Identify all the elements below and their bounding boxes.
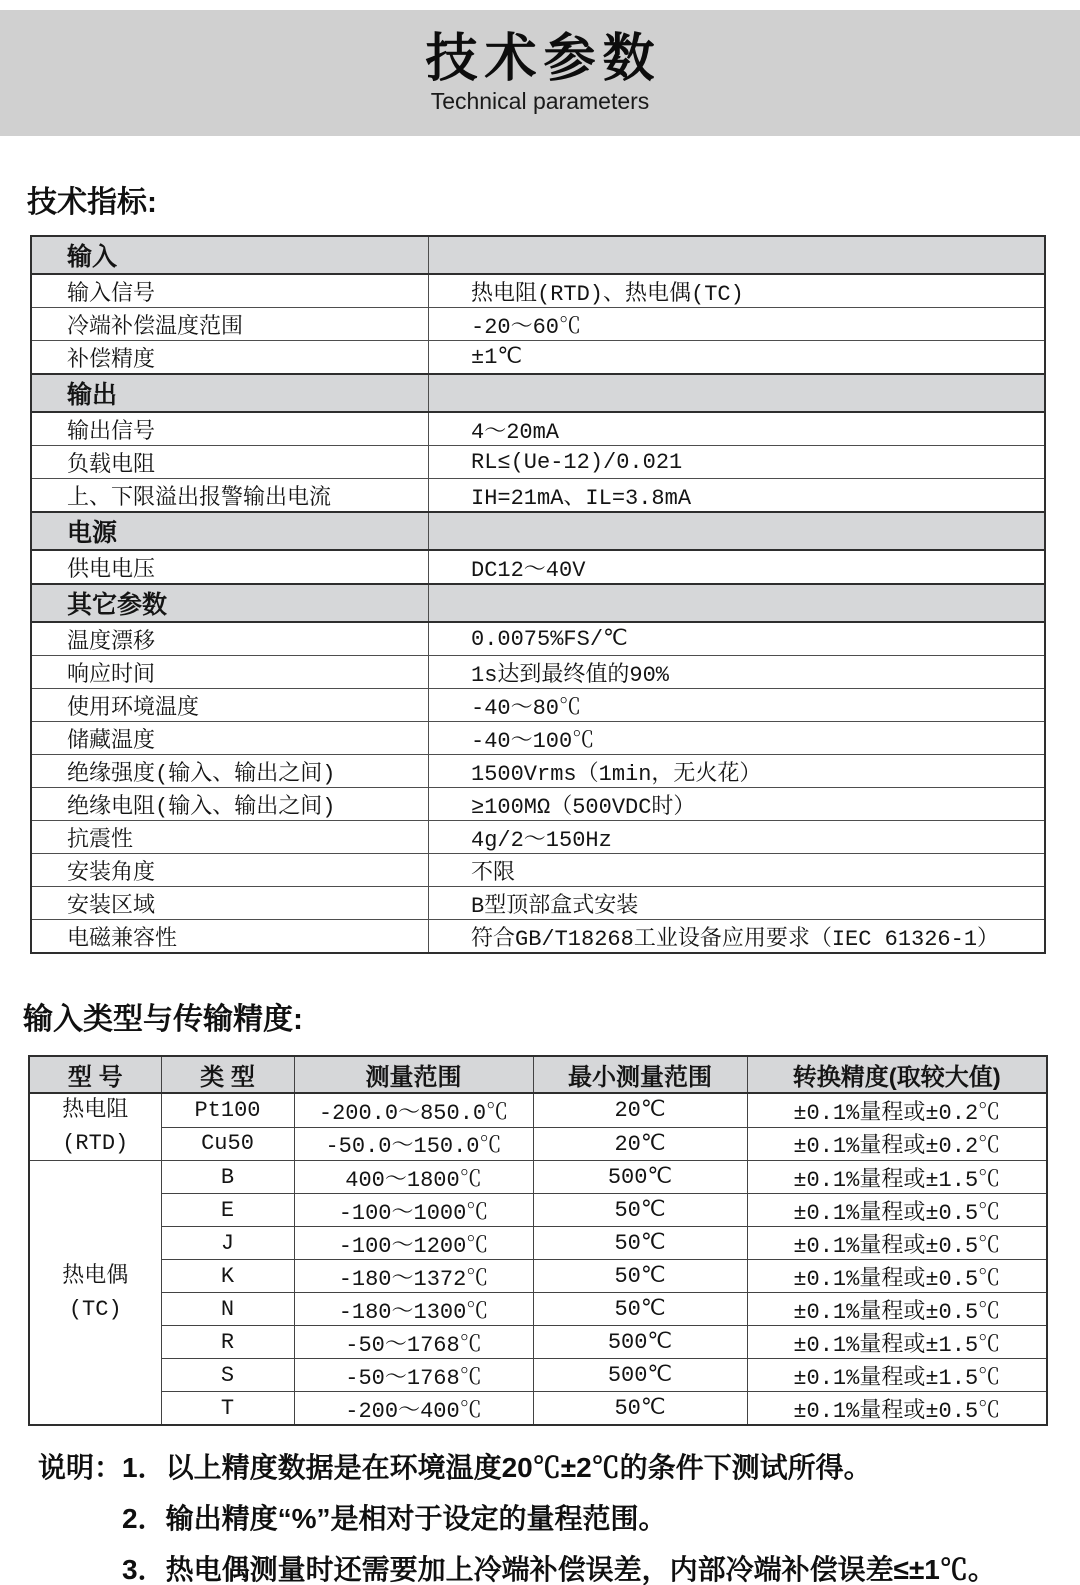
spec-section-label: 其它参数 (31, 584, 429, 622)
spec-row-label: 温度漂移 (31, 622, 429, 656)
io-cell-type: J (161, 1227, 294, 1260)
spec-row-value: 不限 (429, 854, 1046, 887)
io-row (29, 1359, 1047, 1392)
spec-row (31, 821, 1045, 854)
spec-section-spacer (429, 512, 1046, 550)
io-cell-min-range: 20℃ (533, 1093, 747, 1127)
spec-row-value: IH=21mA、IL=3.8mA (429, 479, 1046, 513)
note-item-3: 3．热电偶测量时还需要加上冷端补偿误差，内部冷端补偿误差≤±1℃。 (122, 1553, 996, 1585)
note-line-1 (38, 1453, 1080, 1484)
spec-table (30, 235, 1046, 954)
io-cell-min-range: 50℃ (533, 1260, 747, 1293)
spec-section-label: 输出 (31, 374, 429, 412)
spec-row-label: 补偿精度 (31, 341, 429, 375)
io-cell-range: -180～1300℃ (294, 1293, 533, 1326)
spec-row (31, 788, 1045, 821)
spec-section-row (31, 236, 1045, 274)
spec-row-label: 响应时间 (31, 656, 429, 689)
spec-row-value: -20～60℃ (429, 308, 1046, 341)
io-cell-min-range: 50℃ (533, 1293, 747, 1326)
io-model-tc (29, 1161, 161, 1426)
io-cell-range: -180～1372℃ (294, 1260, 533, 1293)
spec-section-label: 电源 (31, 512, 429, 550)
io-cell-range: -100～1200℃ (294, 1227, 533, 1260)
io-row (29, 1194, 1047, 1227)
spec-row-value: ±1℃ (429, 341, 1046, 375)
spec-section-spacer (429, 374, 1046, 412)
spec-row (31, 887, 1045, 920)
spec-row-label: 绝缘电阻(输入、输出之间) (31, 788, 429, 821)
spec-row-label: 输出信号 (31, 412, 429, 446)
title-banner (0, 10, 1080, 136)
spec-row-value: RL≤(Ue-12)/0.021 (429, 446, 1046, 479)
spec-row-label: 储藏温度 (31, 722, 429, 755)
notes (38, 1453, 1080, 1585)
io-cell-type: E (161, 1194, 294, 1227)
io-cell-range: -100～1000℃ (294, 1194, 533, 1227)
io-cell-type: S (161, 1359, 294, 1392)
spec-row-label: 使用环境温度 (31, 689, 429, 722)
io-cell-accuracy: ±0.1%量程或±0.2℃ (747, 1093, 1047, 1127)
io-cell-type: R (161, 1326, 294, 1359)
spec-row (31, 479, 1045, 513)
spec-row (31, 920, 1045, 954)
io-cell-min-range: 500℃ (533, 1161, 747, 1194)
io-header-row (29, 1056, 1047, 1093)
io-row (29, 1392, 1047, 1426)
spec-row-value: 热电阻(RTD)、热电偶(TC) (429, 274, 1046, 308)
io-cell-accuracy: ±0.1%量程或±0.5℃ (747, 1260, 1047, 1293)
io-cell-accuracy: ±0.1%量程或±1.5℃ (747, 1359, 1047, 1392)
io-cell-accuracy: ±0.1%量程或±0.2℃ (747, 1127, 1047, 1161)
spec-row (31, 722, 1045, 755)
spec-section-row (31, 584, 1045, 622)
page-subtitle: Technical parameters (430, 88, 650, 115)
io-cell-accuracy: ±0.1%量程或±0.5℃ (747, 1227, 1047, 1260)
spec-row-label: 安装角度 (31, 854, 429, 887)
io-cell-type: Cu50 (161, 1127, 294, 1161)
note-item-2: 2．输出精度“%”是相对于设定的量程范围。 (122, 1502, 667, 1534)
io-model-rtd-name: 热电阻 (62, 1098, 129, 1123)
spec-section-spacer (429, 584, 1046, 622)
io-cell-type: Pt100 (161, 1093, 294, 1127)
spec-row-value: -40～80℃ (429, 689, 1046, 722)
io-cell-range: -200.0～850.0℃ (294, 1093, 533, 1127)
io-cell-min-range: 50℃ (533, 1227, 747, 1260)
io-cell-min-range: 500℃ (533, 1359, 747, 1392)
spec-section-row (31, 374, 1045, 412)
io-row (29, 1326, 1047, 1359)
spec-row-label: 输入信号 (31, 274, 429, 308)
spec-row (31, 341, 1045, 375)
io-model-tc-abbr: (TC) (68, 1296, 122, 1322)
spec-section-heading: 技术指标: (27, 186, 157, 219)
spec-row-value: 4g/2～150Hz (429, 821, 1046, 854)
spec-row-value: 1500Vrms（1min，无火花） (429, 755, 1046, 788)
io-table (28, 1055, 1048, 1426)
spec-row-label: 安装区域 (31, 887, 429, 920)
spec-section-row (31, 512, 1045, 550)
spec-row-label: 上、下限溢出报警输出电流 (31, 479, 429, 513)
io-header-accuracy: 转换精度(取较大值) (747, 1056, 1047, 1093)
spec-row-value: 符合GB/T18268工业设备应用要求（IEC 61326-1） (429, 920, 1046, 954)
io-cell-min-range: 50℃ (533, 1392, 747, 1426)
io-cell-accuracy: ±0.1%量程或±1.5℃ (747, 1161, 1047, 1194)
spec-row (31, 446, 1045, 479)
spec-section-spacer (429, 236, 1046, 274)
io-model-rtd (29, 1093, 161, 1161)
spec-row-label: 供电电压 (31, 550, 429, 584)
io-header-min-range: 最小测量范围 (533, 1056, 747, 1093)
spec-row-label: 绝缘强度(输入、输出之间) (31, 755, 429, 788)
spec-row-value: DC12～40V (429, 550, 1046, 584)
io-row (29, 1127, 1047, 1161)
io-cell-min-range: 500℃ (533, 1326, 747, 1359)
notes-prefix: 说明： (38, 1452, 123, 1483)
spec-row-value: ≥100MΩ（500VDC时） (429, 788, 1046, 821)
note-line-2 (38, 1504, 1080, 1535)
spec-row (31, 550, 1045, 584)
io-row (29, 1161, 1047, 1194)
io-header-range: 测量范围 (294, 1056, 533, 1093)
spec-section-label: 输入 (31, 236, 429, 274)
io-cell-range: 400～1800℃ (294, 1161, 533, 1194)
spec-row (31, 308, 1045, 341)
io-cell-type: K (161, 1260, 294, 1293)
io-cell-range: -50～1768℃ (294, 1359, 533, 1392)
spec-row-value: 4～20mA (429, 412, 1046, 446)
io-header-type: 类 型 (161, 1056, 294, 1093)
io-cell-type: N (161, 1293, 294, 1326)
spec-row-label: 电磁兼容性 (31, 920, 429, 954)
io-cell-type: B (161, 1161, 294, 1194)
spec-row-value: B型顶部盒式安装 (429, 887, 1046, 920)
spec-row (31, 755, 1045, 788)
io-cell-accuracy: ±0.1%量程或±0.5℃ (747, 1392, 1047, 1426)
page-title: 技术参数 (425, 29, 662, 88)
io-row (29, 1093, 1047, 1127)
io-header-model: 型 号 (29, 1056, 161, 1093)
io-row (29, 1260, 1047, 1293)
io-section-heading: 输入类型与传输精度: (23, 1003, 303, 1036)
spec-row-label: 抗震性 (31, 821, 429, 854)
spec-row-label: 负载电阻 (31, 446, 429, 479)
io-cell-range: -50.0～150.0℃ (294, 1127, 533, 1161)
io-row (29, 1227, 1047, 1260)
io-cell-accuracy: ±0.1%量程或±1.5℃ (747, 1326, 1047, 1359)
spec-row (31, 689, 1045, 722)
io-cell-accuracy: ±0.1%量程或±0.5℃ (747, 1194, 1047, 1227)
spec-row-value: -40～100℃ (429, 722, 1046, 755)
spec-row-value: 0.0075%FS/℃ (429, 622, 1046, 656)
io-model-tc-name: 热电偶 (62, 1263, 129, 1289)
note-item-1: 1．以上精度数据是在环境温度20℃±2℃的条件下测试所得。 (122, 1452, 872, 1483)
io-row (29, 1293, 1047, 1326)
io-cell-range: -200～400℃ (294, 1392, 533, 1426)
io-cell-min-range: 50℃ (533, 1194, 747, 1227)
spec-row-value: 1s达到最终值的90% (429, 656, 1046, 689)
io-cell-type: T (161, 1392, 294, 1426)
spec-row (31, 854, 1045, 887)
spec-row-label: 冷端补偿温度范围 (31, 308, 429, 341)
note-line-3 (38, 1555, 1080, 1585)
spec-row (31, 622, 1045, 656)
spec-row (31, 656, 1045, 689)
io-cell-accuracy: ±0.1%量程或±0.5℃ (747, 1293, 1047, 1326)
io-cell-range: -50～1768℃ (294, 1326, 533, 1359)
io-model-rtd-abbr: (RTD) (62, 1131, 129, 1156)
io-cell-min-range: 20℃ (533, 1127, 747, 1161)
spec-row (31, 412, 1045, 446)
spec-row (31, 274, 1045, 308)
